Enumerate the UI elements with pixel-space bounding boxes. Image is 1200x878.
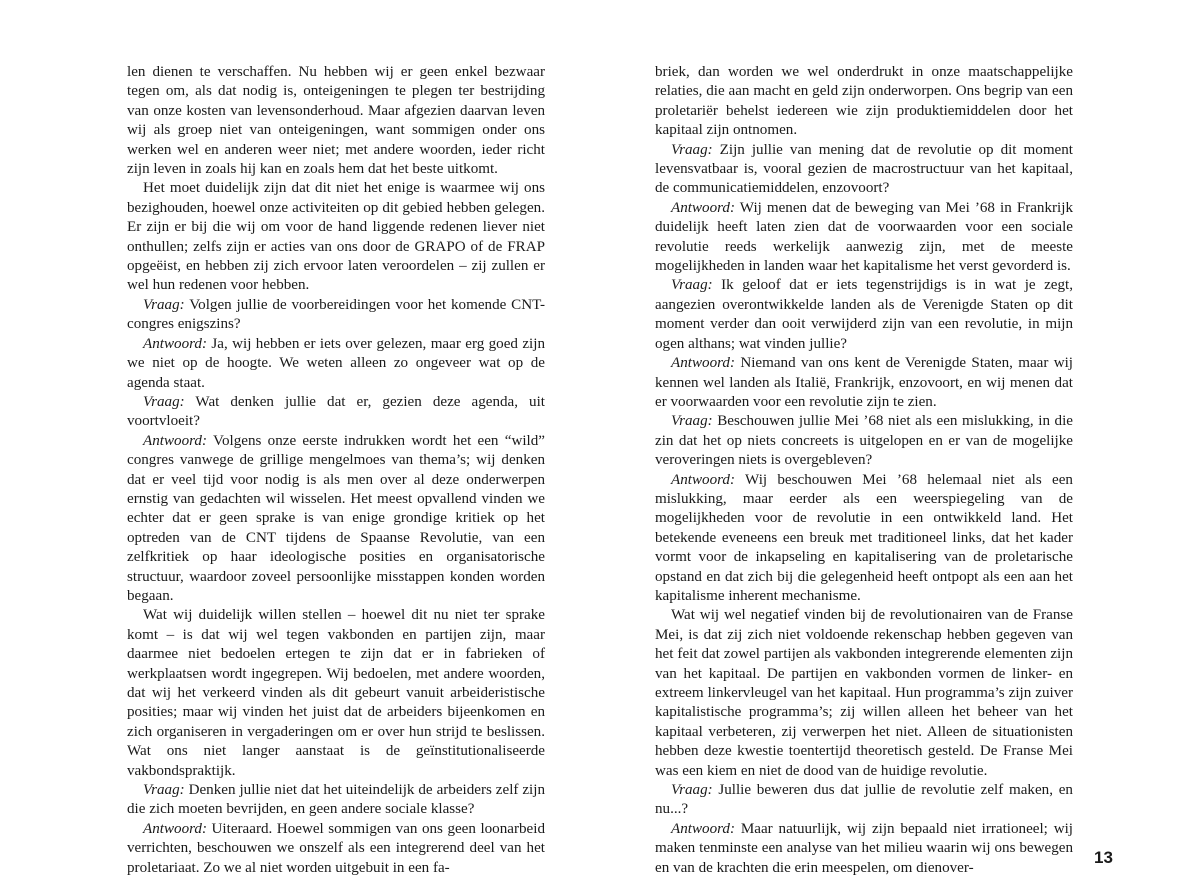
speaker-label: Antwoord: — [671, 355, 736, 372]
paragraph-text: Wij menen dat de beweging van Mei ’68 in Frankrijk duidelijk heeft laten zien dat de voorwaarden voor een sociale revolutie reeds werkelijk aanwezig zijn, met de meeste mogelijkheden in landen waar het kapitalisme het verst gevorderd is. — [655, 199, 1073, 275]
speaker-label: Antwoord: — [143, 432, 208, 449]
speaker-label: Antwoord: — [671, 820, 736, 837]
page-number: 13 — [1094, 848, 1113, 867]
speaker-label: Antwoord: — [143, 820, 208, 837]
paragraph — [127, 820, 545, 878]
right-column — [655, 63, 1073, 878]
paragraph — [655, 63, 1073, 141]
paragraph — [127, 179, 545, 295]
paragraph — [655, 412, 1073, 470]
paragraph — [655, 354, 1073, 412]
paragraph-text: briek, dan worden we wel onderdrukt in onze maatschappelijke relaties, die aan macht en geld zijn onderworpen. Ons begrip van een proletariër behelst iedereen wie zijn produktiemiddelen door het kapitaal zijn ontnomen. — [655, 64, 1073, 139]
speaker-label: Vraag: — [671, 782, 713, 799]
speaker-label: Vraag: — [671, 141, 713, 158]
paragraph — [127, 393, 545, 432]
left-column — [127, 63, 545, 878]
paragraph-text: Niemand van ons kent de Verenigde Staten, maar wij kennen wel landen als Italië, Frankrijk, enzovoort, en wij menen dat er voorwaarden voor een revolutie zijn te zien. — [655, 355, 1073, 410]
speaker-label: Antwoord: — [143, 335, 208, 352]
paragraph-text: Het moet duidelijk zijn dat dit niet het enige is waarmee wij ons bezighouden, hoewel onze activiteiten op dit gebied hebben gelegen. Er zijn er bij die wij om voor de hand liggende redenen liever niet onthullen; zelfs zijn er acties van ons door de GRAPO of de FRAP opgeëist, en hebben zij zich ervoor laten veroordelen – zij zullen er wel hun redenen voor hebben. — [127, 180, 545, 294]
paragraph-text: Wat wij duidelijk willen stellen – hoewel dit nu niet ter sprake komt – is dat wij wel tegen vakbonden en partijen zijn, maar daarmee niet bedoelen ertegen te zijn dat er in fabrieken of werkplaatsen wordt ingegrepen. Wij bedoelen, met andere woorden, dat wij het verkeerd vinden als dit gebeurt vanuit arbeideristische posities; maar wij vinden het juist dat de arbeiders bijeenkomen en zich organiseren in vergaderingen om er over hun strijd te beslissen. Wat ons niet langer aanstaat is de geïnstitutionaliseerde vakbondspraktijk. — [127, 607, 545, 779]
paragraph-text: len dienen te verschaffen. Nu hebben wij er geen enkel bezwaar tegen om, als dat nodig is, onteigeningen te plegen ter bestrijding van onze kosten van levensonderhoud. Maar afgezien daarvan leven wij als groep niet van onteigeningen, want sommigen onder ons werken wel en anderen weer niet; met andere woorden, ieder richt zijn leven in zoals hij kan en zoals hem dat het beste uitkomt. — [127, 64, 545, 178]
paragraph-text: Volgens onze eerste indrukken wordt het een “wild” congres vanwege de grillige mengelmoes van thema’s; wij denken dat er veel tijd voor nodig is als men over al deze onderwerpen ernstig van gedachten wil wisselen. Het meest opvallend vinden we echter dat er geen sprake is van enige grondige kritiek op het optreden van de CNT tijdens de Spaanse Revolutie, van een zelfkritiek op haar ideologische posities en organisatorische structuur, waardoor zoveel persoonlijke misstappen konden worden begaan. — [127, 432, 545, 604]
paragraph — [655, 141, 1073, 199]
paragraph-text: Volgen jullie de voorbereidingen voor het komende CNT-congres enigszins? — [127, 296, 545, 333]
paragraph-text: Jullie beweren dus dat jullie de revolutie zelf maken, en nu...? — [655, 782, 1073, 818]
speaker-label: Vraag: — [143, 782, 185, 799]
paragraph-text: Ik geloof dat er iets tegenstrijdigs is in wat je zegt, aangezien overontwikkelde landen als de Verenigde Staten op dit moment verder dan ooit verwijderd zijn van een revolutie, in mijn ogen althans; wat vinden jullie? — [655, 277, 1073, 352]
paragraph-text: Beschouwen jullie Mei ’68 niet als een mislukking, in die zin dat het op niets concreets is uitgelopen en er van de mogelijke veroveringen niets is overgebleven? — [655, 413, 1073, 469]
speaker-label: Vraag: — [143, 393, 185, 410]
paragraph — [127, 296, 545, 335]
paragraph — [655, 276, 1073, 354]
paragraph — [127, 606, 545, 781]
paragraph-text: Maar natuurlijk, wij zijn bepaald niet irrationeel; wij maken tenminste een analyse van het milieu waarin wij ons bewegen en van de krachten die erin meespelen, om dienover- — [655, 820, 1073, 876]
paragraph-text: Wat denken jullie dat er, gezien deze agenda, uit voortvloeit? — [127, 393, 545, 430]
paragraph-text: Zijn jullie van mening dat de revolutie op dit moment levensvatbaar is, vooral gezien de macrostructuur van het kapitaal, de communicatiemiddelen, enzovoort? — [655, 141, 1073, 197]
paragraph — [127, 335, 545, 393]
paragraph — [127, 63, 545, 179]
paragraph — [655, 781, 1073, 820]
speaker-label: Antwoord: — [671, 471, 736, 488]
paragraph-text: Uiteraard. Hoewel sommigen van ons geen loonarbeid verrichten, beschouwen we onszelf als een integrerend deel van het proletariaat. Zo we al niet worden uitgebuit in een fa- — [127, 820, 545, 876]
paragraph — [655, 606, 1073, 781]
paragraph — [655, 199, 1073, 277]
paragraph — [127, 781, 545, 820]
speaker-label: Vraag: — [671, 277, 713, 294]
paragraph — [127, 432, 545, 607]
paragraph — [655, 820, 1073, 878]
speaker-label: Vraag: — [143, 296, 185, 313]
paragraph-text: Ja, wij hebben er iets over gelezen, maar erg goed zijn we niet op de hoogte. We weten alleen zo ongeveer wat op de agenda staat. — [127, 335, 545, 391]
paragraph-text: Denken jullie niet dat het uiteindelijk de arbeiders zelf zijn die zich moeten bevrijden, en geen andere sociale klasse? — [127, 782, 545, 818]
speaker-label: Vraag: — [671, 413, 713, 430]
paragraph-text: Wij beschouwen Mei ’68 helemaal niet als een mislukking, maar eerder als een weerspiegeling van de mogelijkheden voor de revolutie in een ontwikkeld land. Het betekende eveneens een breuk met traditioneel links, dat het kader vormt voor de inkapseling en kapitalisering van de proletarische opstand en dat zich bij die gelegenheid heeft ontpopt als een aan het kapitalisme inherent mechanisme. — [655, 471, 1073, 604]
paragraph — [655, 471, 1073, 607]
paragraph-text: Wat wij wel negatief vinden bij de revolutionairen van de Franse Mei, is dat zij zich niet voldoende rekenschap hebben gegeven van het feit dat zowel partijen als vakbonden integrerende elementen zijn van het kapitaal. De partijen en vakbonden vormen de linker- en extreem linkervleugel van het kapitaal. Hun programma’s zijn zuiver kapitalistische programma’s; zij willen alleen het beheer van het kapitaal verbeteren, zij verwerpen het niet. Alleen de situationisten hebben deze kwestie toentertijd theoretisch gesteld. De Franse Mei was een kiem en niet de dood van de huidige revolutie. — [655, 607, 1073, 779]
speaker-label: Antwoord: — [671, 199, 736, 216]
